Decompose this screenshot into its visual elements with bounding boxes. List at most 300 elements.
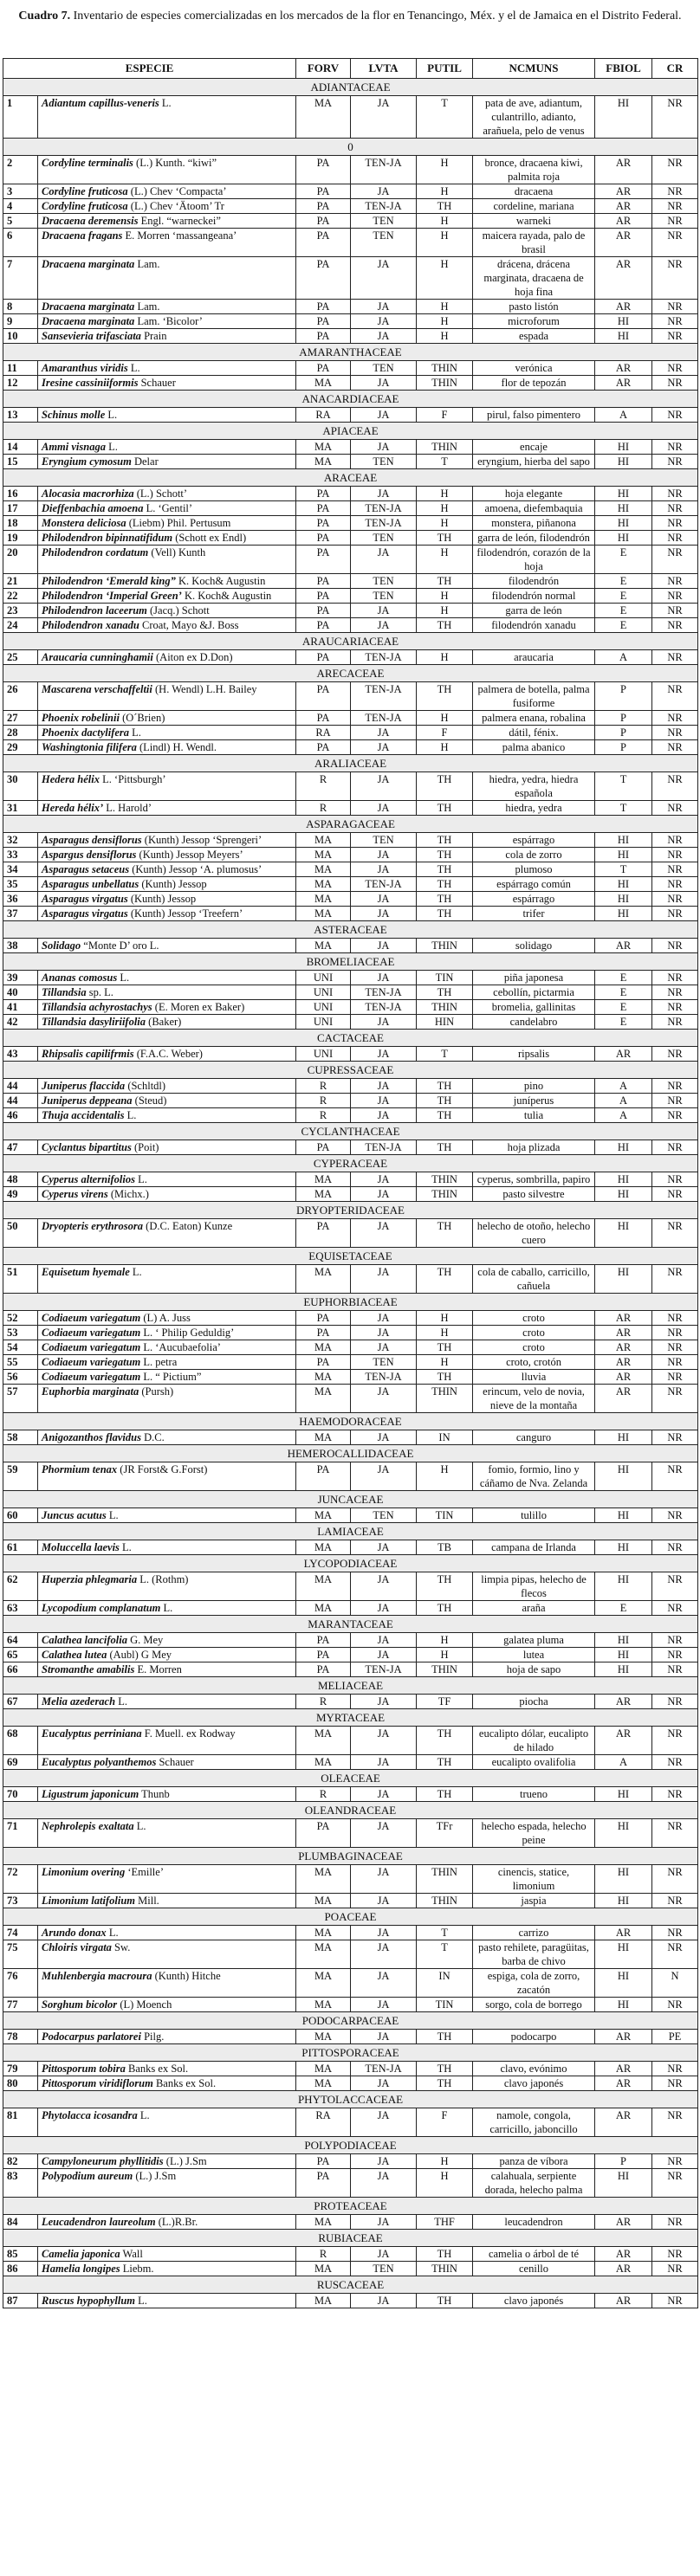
table-row: [3, 1572, 698, 1601]
family-row: [3, 1123, 698, 1140]
cr-cell: NR: [652, 574, 698, 589]
lvta-cell: TEN-JA: [351, 711, 417, 726]
family-name: BROMELIACEAE: [3, 953, 698, 971]
table-row: [3, 1755, 698, 1770]
cr-cell: NR: [652, 257, 698, 300]
putil-cell: H: [417, 650, 473, 665]
lvta-cell: JA: [351, 1265, 417, 1294]
scientific-name: Schinus molle: [42, 409, 106, 421]
fbiol-cell: AR: [595, 1311, 652, 1326]
author-name: K. Koch& Augustin: [178, 575, 266, 587]
lvta-cell: JA: [351, 2294, 417, 2308]
ncmuns-cell: campana de Irlanda: [473, 1540, 595, 1555]
species-name: [38, 907, 296, 921]
forv-cell: MA: [296, 1969, 351, 1998]
author-name: (Kunth) Jessop ‘Sprengeri’: [144, 834, 262, 846]
lvta-cell: JA: [351, 1894, 417, 1908]
putil-cell: TIN: [417, 971, 473, 985]
table-row: [3, 314, 698, 329]
family-row: [3, 665, 698, 682]
forv-cell: PA: [296, 156, 351, 184]
putil-cell: TH: [417, 877, 473, 892]
author-name: Prain: [144, 330, 167, 342]
author-name: L.: [163, 1602, 173, 1614]
author-name: G. Mey: [130, 1634, 164, 1646]
species-name: [38, 1430, 296, 1445]
author-name: Sw.: [114, 1941, 131, 1953]
table-row: [3, 1385, 698, 1413]
forv-cell: RA: [296, 726, 351, 740]
species-name: [38, 1819, 296, 1848]
ncmuns-cell: trueno: [473, 1787, 595, 1802]
author-name: L.: [108, 441, 118, 453]
species-name: [38, 1265, 296, 1294]
ncmuns-cell: garra de león: [473, 604, 595, 618]
scientific-name: Calathea lutea: [42, 1649, 107, 1661]
author-name: (Poit): [133, 1141, 159, 1153]
lvta-cell: TEN: [351, 2262, 417, 2276]
author-name: D.C.: [144, 1431, 165, 1443]
putil-cell: H: [417, 214, 473, 229]
fbiol-cell: AR: [595, 939, 652, 953]
caption-label: Cuadro 7.: [18, 10, 71, 23]
putil-cell: H: [417, 314, 473, 329]
fbiol-cell: E: [595, 1000, 652, 1015]
lvta-cell: JA: [351, 862, 417, 877]
row-number: 42: [3, 1015, 38, 1030]
cr-cell: NR: [652, 971, 698, 985]
table-row: [3, 1000, 698, 1015]
scientific-name: Cyclantus bipartitus: [42, 1141, 132, 1153]
scientific-name: Limonium latifolium: [42, 1895, 136, 1907]
putil-cell: H: [417, 516, 473, 531]
lvta-cell: TEN: [351, 1508, 417, 1523]
author-name: L.: [132, 726, 141, 739]
scientific-name: Equisetum hyemale: [42, 1266, 130, 1278]
cr-cell: NR: [652, 1355, 698, 1370]
family-row: [3, 2091, 698, 2108]
cr-cell: NR: [652, 455, 698, 469]
family-name: RUBIACEAE: [3, 2230, 698, 2247]
species-name: [38, 971, 296, 985]
lvta-cell: TEN-JA: [351, 985, 417, 1000]
ncmuns-cell: araña: [473, 1601, 595, 1616]
scientific-name: Podocarpus parlatorei: [42, 2030, 141, 2043]
table-row: [3, 1326, 698, 1340]
lvta-cell: JA: [351, 314, 417, 329]
ncmuns-cell: eucalipto dólar, eucalipto de hilado: [473, 1727, 595, 1755]
cr-cell: NR: [652, 2169, 698, 2198]
family-row: [3, 391, 698, 408]
row-number: 29: [3, 740, 38, 755]
putil-cell: TIN: [417, 1998, 473, 2012]
cr-cell: PE: [652, 2030, 698, 2044]
author-name: (Steud): [134, 1094, 167, 1107]
fbiol-cell: HI: [595, 1540, 652, 1555]
family-row: [3, 1848, 698, 1865]
putil-cell: T: [417, 455, 473, 469]
species-name: [38, 862, 296, 877]
forv-cell: MA: [296, 1926, 351, 1940]
forv-cell: PA: [296, 1819, 351, 1848]
fbiol-cell: HI: [595, 1508, 652, 1523]
scientific-name: Tillandsia dasyliriifolia: [42, 1016, 146, 1028]
family-row: [3, 469, 698, 487]
table-row: [3, 2076, 698, 2091]
ncmuns-cell: encaje: [473, 440, 595, 455]
lvta-cell: TEN-JA: [351, 1370, 417, 1385]
scientific-name: Washingtonia filifera: [42, 741, 137, 753]
lvta-cell: JA: [351, 376, 417, 391]
species-name: [38, 833, 296, 848]
putil-cell: TH: [417, 892, 473, 907]
table-row: [3, 1926, 698, 1940]
putil-cell: TF: [417, 1695, 473, 1709]
putil-cell: TH: [417, 1265, 473, 1294]
cr-cell: NR: [652, 2294, 698, 2308]
table-row: [3, 848, 698, 862]
lvta-cell: JA: [351, 2247, 417, 2262]
lvta-cell: JA: [351, 487, 417, 501]
putil-cell: THIN: [417, 2262, 473, 2276]
lvta-cell: TEN: [351, 229, 417, 257]
author-name: K. Koch& Augustin: [184, 590, 272, 602]
author-name: Croat, Mayo &J. Boss: [142, 619, 239, 631]
ncmuns-cell: espárrago: [473, 833, 595, 848]
author-name: L.: [139, 2109, 150, 2121]
cr-cell: NR: [652, 1000, 698, 1015]
author-name: F. Muell. ex Rodway: [144, 1727, 236, 1740]
author-name: (L.) Schott’: [136, 487, 188, 500]
putil-cell: F: [417, 726, 473, 740]
author-name: E. Morren ‘massangeana’: [125, 229, 237, 242]
putil-cell: TH: [417, 1079, 473, 1094]
author-name: L. (Rothm): [139, 1573, 189, 1585]
cr-cell: NR: [652, 408, 698, 423]
species-name: [38, 257, 296, 300]
species-name: [38, 589, 296, 604]
putil-cell: TH: [417, 1094, 473, 1108]
scientific-name: Rhipsalis capilifrmis: [42, 1048, 134, 1060]
ncmuns-cell: monstera, piñanona: [473, 516, 595, 531]
author-name: L.: [136, 1820, 146, 1832]
author-name: L. ‘Pittsburgh’: [102, 773, 166, 785]
fbiol-cell: A: [595, 408, 652, 423]
ncmuns-cell: carrizo: [473, 1926, 595, 1940]
scientific-name: Cordyline fruticosa: [42, 185, 128, 197]
table-row: [3, 801, 698, 816]
author-name: (Kunth) Jessop: [141, 878, 207, 890]
fbiol-cell: AR: [595, 257, 652, 300]
scientific-name: Asparagus virgatus: [42, 907, 128, 920]
ncmuns-cell: araucaria: [473, 650, 595, 665]
scientific-name: Juniperus flaccida: [42, 1080, 126, 1092]
table-row: [3, 455, 698, 469]
fbiol-cell: AR: [595, 1370, 652, 1385]
cr-cell: NR: [652, 1662, 698, 1677]
author-name: (JR Forst& G.Forst): [120, 1463, 208, 1475]
lvta-cell: JA: [351, 1079, 417, 1094]
family-row: [3, 1248, 698, 1265]
family-name: ASPARAGACEAE: [3, 816, 698, 833]
scientific-name: Leucadendron laureolum: [42, 2216, 156, 2228]
forv-cell: PA: [296, 214, 351, 229]
row-number: 20: [3, 546, 38, 574]
putil-cell: H: [417, 1326, 473, 1340]
forv-cell: PA: [296, 314, 351, 329]
lvta-cell: JA: [351, 1865, 417, 1894]
species-name: [38, 2169, 296, 2198]
scientific-name: Arundo donax: [42, 1927, 107, 1939]
scientific-name: Asparagus unbellatus: [42, 878, 139, 890]
author-name: Schauer: [159, 1756, 194, 1768]
ncmuns-cell: trifer: [473, 907, 595, 921]
family-row: [3, 2137, 698, 2154]
author-name: L. petra: [143, 1356, 178, 1368]
fbiol-cell: E: [595, 1601, 652, 1616]
scientific-name: Iresine cassiniiformis: [42, 377, 139, 389]
family-name: ASTERACEAE: [3, 921, 698, 939]
family-row: [3, 2276, 698, 2294]
putil-cell: H: [417, 740, 473, 755]
species-name: [38, 408, 296, 423]
author-name: (L.) J.Sm: [135, 2170, 177, 2182]
forv-cell: MA: [296, 877, 351, 892]
header-col-fbiol: FBIOL: [595, 59, 652, 79]
putil-cell: H: [417, 487, 473, 501]
fbiol-cell: HI: [595, 1140, 652, 1155]
cr-cell: NR: [652, 1819, 698, 1848]
scientific-name: Polypodium aureum: [42, 2170, 133, 2182]
species-name: [38, 1340, 296, 1355]
ncmuns-cell: hoja elegante: [473, 487, 595, 501]
forv-cell: MA: [296, 1940, 351, 1969]
forv-cell: PA: [296, 501, 351, 516]
fbiol-cell: AR: [595, 2108, 652, 2137]
row-number: 43: [3, 1047, 38, 1062]
cr-cell: N: [652, 1969, 698, 1998]
cr-cell: NR: [652, 2154, 698, 2169]
fbiol-cell: HI: [595, 1969, 652, 1998]
fbiol-cell: HI: [595, 907, 652, 921]
row-number: 27: [3, 711, 38, 726]
species-name: [38, 985, 296, 1000]
fbiol-cell: E: [595, 604, 652, 618]
lvta-cell: JA: [351, 1219, 417, 1248]
forv-cell: PA: [296, 329, 351, 344]
putil-cell: TH: [417, 985, 473, 1000]
row-number: 80: [3, 2076, 38, 2091]
author-name: (Vell) Kunth: [151, 546, 206, 558]
scientific-name: Codiaeum variegatum: [42, 1341, 141, 1353]
ncmuns-cell: hiedra, yedra: [473, 801, 595, 816]
putil-cell: THIN: [417, 1662, 473, 1677]
table-row: [3, 2154, 698, 2169]
putil-cell: H: [417, 1311, 473, 1326]
family-row: [3, 1555, 698, 1572]
row-number: 26: [3, 682, 38, 711]
putil-cell: HIN: [417, 1015, 473, 1030]
fbiol-cell: AR: [595, 199, 652, 214]
ncmuns-cell: maicera rayada, palo de brasil: [473, 229, 595, 257]
species-name: [38, 1662, 296, 1677]
putil-cell: TH: [417, 1572, 473, 1601]
author-name: Lam.: [137, 300, 160, 313]
putil-cell: TH: [417, 1787, 473, 1802]
ncmuns-cell: palma abanico: [473, 740, 595, 755]
row-number: 38: [3, 939, 38, 953]
table-row: [3, 440, 698, 455]
header-col-putil: PUTIL: [417, 59, 473, 79]
ncmuns-cell: lluvia: [473, 1370, 595, 1385]
table-row: [3, 877, 698, 892]
forv-cell: MA: [296, 1894, 351, 1908]
row-number: 33: [3, 848, 38, 862]
lvta-cell: TEN: [351, 361, 417, 376]
family-name: EQUISETACEAE: [3, 1248, 698, 1265]
ncmuns-cell: bromelia, gallinitas: [473, 1000, 595, 1015]
ncmuns-cell: croto, crotón: [473, 1355, 595, 1370]
family-name: PHYTOLACCACEAE: [3, 2091, 698, 2108]
family-name: MYRTACEAE: [3, 1709, 698, 1727]
ncmuns-cell: helecho de otoño, helecho cuero: [473, 1219, 595, 1248]
fbiol-cell: HI: [595, 1819, 652, 1848]
scientific-name: Mascarena verschaffeltii: [42, 683, 152, 695]
table-row: [3, 862, 698, 877]
family-name: ARALIACEAE: [3, 755, 698, 772]
ncmuns-cell: helecho espada, helecho peine: [473, 1819, 595, 1848]
forv-cell: PA: [296, 618, 351, 633]
lvta-cell: TEN-JA: [351, 501, 417, 516]
fbiol-cell: AR: [595, 300, 652, 314]
cr-cell: NR: [652, 711, 698, 726]
lvta-cell: JA: [351, 257, 417, 300]
author-name: Pilg.: [144, 2030, 165, 2043]
fbiol-cell: HI: [595, 2169, 652, 2198]
author-name: (L.) Chev ‘Compacta’: [130, 185, 227, 197]
table-row: [3, 184, 698, 199]
putil-cell: TH: [417, 574, 473, 589]
table-row: [3, 1727, 698, 1755]
family-name: PLUMBAGINACEAE: [3, 1848, 698, 1865]
row-number: 46: [3, 1108, 38, 1123]
lvta-cell: JA: [351, 1727, 417, 1755]
species-name: [38, 1219, 296, 1248]
family-row: [3, 1802, 698, 1819]
fbiol-cell: AR: [595, 229, 652, 257]
putil-cell: TH: [417, 1140, 473, 1155]
author-name: “Monte D’ oro L.: [83, 939, 159, 952]
fbiol-cell: A: [595, 1108, 652, 1123]
cr-cell: NR: [652, 361, 698, 376]
lvta-cell: JA: [351, 1108, 417, 1123]
row-number: 82: [3, 2154, 38, 2169]
scientific-name: Hamelia longipes: [42, 2263, 120, 2275]
author-name: E. Morren: [137, 1663, 182, 1675]
forv-cell: R: [296, 1094, 351, 1108]
table-row: [3, 574, 698, 589]
putil-cell: H: [417, 2169, 473, 2198]
cr-cell: NR: [652, 1787, 698, 1802]
cr-cell: NR: [652, 1079, 698, 1094]
table-row: [3, 907, 698, 921]
cr-cell: NR: [652, 650, 698, 665]
fbiol-cell: AR: [595, 2076, 652, 2091]
cr-cell: NR: [652, 1326, 698, 1340]
fbiol-cell: T: [595, 772, 652, 801]
row-number: 36: [3, 892, 38, 907]
author-name: (Jacq.) Schott: [150, 604, 210, 617]
row-number: 68: [3, 1727, 38, 1755]
lvta-cell: JA: [351, 618, 417, 633]
ncmuns-cell: canguro: [473, 1430, 595, 1445]
cr-cell: NR: [652, 772, 698, 801]
row-number: 37: [3, 907, 38, 921]
forv-cell: PA: [296, 1648, 351, 1662]
forv-cell: PA: [296, 257, 351, 300]
ncmuns-cell: bronce, dracaena kiwi, palmita roja: [473, 156, 595, 184]
lvta-cell: JA: [351, 1187, 417, 1202]
ncmuns-cell: calahuala, serpiente dorada, helecho palma: [473, 2169, 595, 2198]
table-row: [3, 487, 698, 501]
table-row: [3, 546, 698, 574]
family-row: [3, 633, 698, 650]
scientific-name: Codiaeum variegatum: [42, 1371, 141, 1383]
row-number: 78: [3, 2030, 38, 2044]
fbiol-cell: HI: [595, 848, 652, 862]
species-name: [38, 2215, 296, 2230]
forv-cell: PA: [296, 2169, 351, 2198]
species-name: [38, 1000, 296, 1015]
author-name: L.: [108, 1509, 119, 1521]
ncmuns-cell: dracaena: [473, 184, 595, 199]
ncmuns-cell: flor de tepozán: [473, 376, 595, 391]
species-name: [38, 487, 296, 501]
forv-cell: PA: [296, 1355, 351, 1370]
family-name: PROTEACEAE: [3, 2198, 698, 2215]
putil-cell: H: [417, 546, 473, 574]
row-number: 25: [3, 650, 38, 665]
family-name: CUPRESSACEAE: [3, 1062, 698, 1079]
family-name: HEMEROCALLIDACEAE: [3, 1445, 698, 1462]
cr-cell: NR: [652, 589, 698, 604]
row-number: 84: [3, 2215, 38, 2230]
fbiol-cell: HI: [595, 1219, 652, 1248]
author-name: L.: [132, 1266, 142, 1278]
lvta-cell: JA: [351, 1326, 417, 1340]
scientific-name: Araucaria cunninghamii: [42, 651, 153, 663]
family-name: MARANTACEAE: [3, 1616, 698, 1633]
row-number: 44: [3, 1079, 38, 1094]
putil-cell: THIN: [417, 376, 473, 391]
table-row: [3, 985, 698, 1000]
author-name: Thunb: [141, 1788, 170, 1800]
row-number: 70: [3, 1787, 38, 1802]
forv-cell: PA: [296, 574, 351, 589]
ncmuns-cell: tulia: [473, 1108, 595, 1123]
fbiol-cell: HI: [595, 1865, 652, 1894]
ncmuns-cell: pata de ave, adiantum, culantrillo, adianto, arañuela, pelo de venus: [473, 96, 595, 139]
scientific-name: Eryngium cymosum: [42, 455, 132, 468]
cr-cell: NR: [652, 314, 698, 329]
scientific-name: Moluccella laevis: [42, 1541, 120, 1553]
scientific-name: Thuja accidentalis: [42, 1109, 125, 1121]
putil-cell: TIN: [417, 1508, 473, 1523]
cr-cell: NR: [652, 848, 698, 862]
species-name: [38, 199, 296, 214]
putil-cell: TH: [417, 682, 473, 711]
row-number: 53: [3, 1326, 38, 1340]
